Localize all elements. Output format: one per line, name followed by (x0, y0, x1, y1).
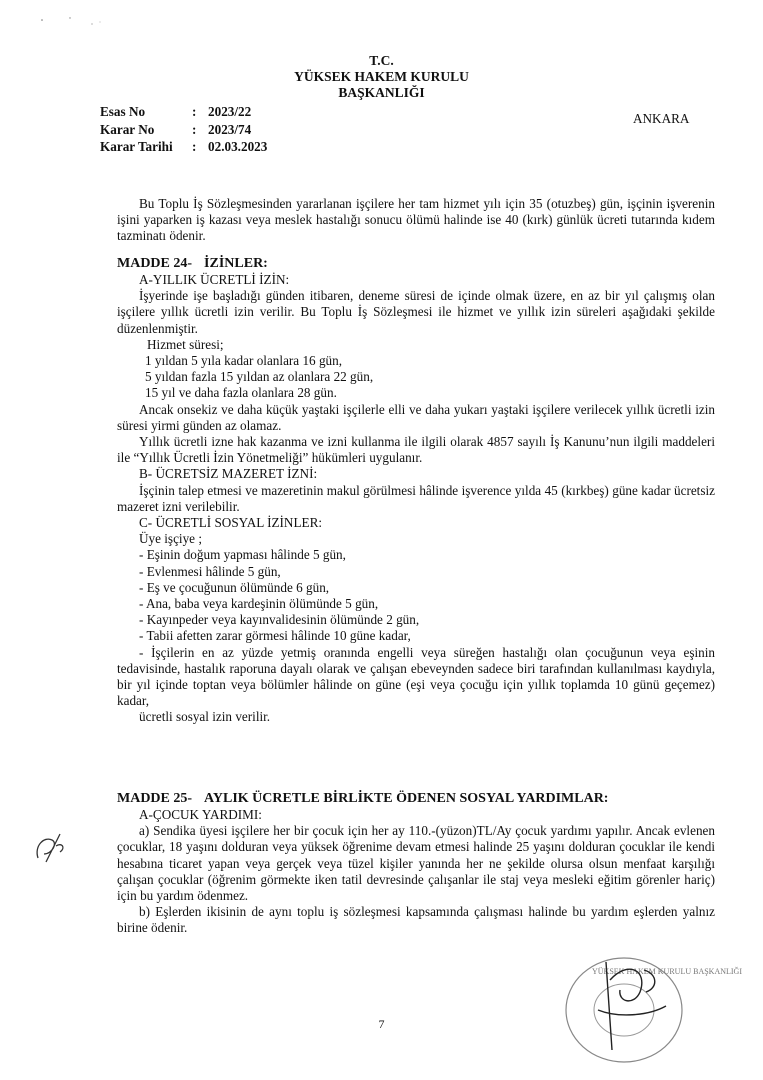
madde-25-title: AYLIK ÜCRETLE BİRLİKTE ÖDENEN SOSYAL YARDIMLAR: (204, 791, 609, 806)
page-number: 7 (378, 1017, 385, 1031)
madde-25-heading (117, 790, 715, 807)
list-item: - Tabii afetten zarar görmesi hâlinde 10 güne kadar, (139, 628, 411, 644)
madde-25-section (117, 790, 715, 937)
list-item: - Kayınpeder veya kayınvalidesinin ölümünde 2 gün, (139, 612, 420, 628)
madde-25-a-title: A-ÇOCUK YARDIMI: (139, 807, 262, 822)
madde-25-number: MADDE 25- (117, 791, 193, 806)
list-item: - Eş ve çocuğunun ölümünde 6 gün, (139, 579, 330, 595)
meta-label: Karar Tarihi (100, 139, 173, 154)
madde-24-b-title: B- ÜCRETSİZ MAZERET İZNİ: (139, 466, 318, 482)
madde-24-b-paragraph: İşçinin talep etmesi ve mazeretinin makul görülmesi hâlinde işverence yılda 45 (kırkbeş) güne kadar ücretsiz mazeret izni verilebilir. (117, 482, 715, 514)
meta-label: Karar No (100, 121, 155, 137)
social-leave-list (117, 547, 715, 644)
meta-label: Esas No (100, 104, 146, 119)
header-line-presidency: BAŞKANLIĞI (338, 85, 425, 100)
header-line-tc: T.C. (369, 53, 394, 68)
meta-colon: : (192, 104, 197, 119)
list-item: - Evlenmesi hâlinde 5 gün, (139, 563, 281, 579)
intro-paragraph: Bu Toplu İş Sözleşmesinden yararlanan işçilere her tam hizmet yılı için 35 (otuzbeş) gün, işçinin işverenin işini yaparken iş kazası veya meslek hastalığı sonucu ölümü halinde ise 40 (kırk) günlük ücreti tutarında kıdem tazminatı ödenir. (117, 196, 715, 244)
madde-25-a-paragraph-1: a) Sendika üyesi işçilere her bir çocuk için her ay 110.-(yüzon)TL/Ay çocuk yardımı yapılır. Ancak evlenen çocuklar, 18 yaşını dolduran veya yüksek öğrenime devam etmesi halinde 25 yaşını dolduran çocuklar ile kendi hesabına ticaret yapan veya gerçek veya tüzel kişiler yanında her ne şekilde olursa olsun menfaat karşılığı çalışan çocuklar (öğrenim görmekte iken tatil devresinde çalışanlar ile staj veya mesleki eğitim görenler hariç) için bu yardım ödenmez. (117, 823, 715, 904)
madde-24-number: MADDE 24- (117, 256, 193, 271)
madde-25-a-paragraph-2: b) Eşlerden ikisinin de aynı toplu iş sözleşmesi kapsamında çalışması halinde bu yardım eşlerden yalnız birine ödenir. (117, 904, 715, 936)
meta-row-karar-tarihi (100, 138, 267, 156)
meta-row-karar (100, 121, 267, 139)
madde-24-heading (117, 255, 715, 272)
madde-24-title: İZİNLER: (204, 256, 268, 271)
madde-24-a-title: A-YILLIK ÜCRETLİ İZİN: (139, 272, 290, 287)
scan-specks (30, 10, 120, 30)
decision-meta (100, 103, 267, 156)
seal-text: YÜKSEK HAKEM KURULU BAŞKANLIĞI (592, 967, 742, 976)
city-label: ANKARA (633, 111, 690, 126)
official-seal-icon (548, 940, 742, 1070)
madde-24-c-long-item: - İşçilerin en az yüzde yetmiş oranında engelli veya süreğen hastalığı olan çocuğunun veya eşinin tedavisinde, hastalık raporuna dayalı olarak ve çalışan ebeveynden sadece biri tarafından kullanılması kaydıyla, bir yıl içinde toptan veya bölümler hâlinde on güne (eşi veya çocuğu için yıllık toplamda 10 günü geçemez) kadar, (117, 644, 715, 709)
list-item: - Eşinin doğum yapması hâlinde 5 gün, (139, 547, 346, 563)
header-line-institution: YÜKSEK HAKEM KURULU (294, 69, 469, 84)
meta-value: 2023/22 (208, 104, 252, 119)
service-duration-list (117, 353, 715, 402)
madde-24-a-paragraph-2: Ancak onsekiz ve daha küçük yaştaki işçilerle elli ve daha yukarı yaştaki işçilere verilecek yıllık ücretli izin süresi yirmi günden az olamaz. (117, 401, 715, 433)
list-item: 1 yıldan 5 yıla kadar olanlara 16 gün, (145, 353, 343, 369)
intro-block (117, 196, 715, 245)
meta-colon: : (192, 139, 197, 154)
service-duration-label: Hizmet süresi; (147, 336, 224, 352)
meta-row-esas (100, 103, 267, 121)
meta-value: 2023/74 (208, 121, 252, 137)
list-item: 5 yıldan fazla 15 yıldan az olanlara 22 gün, (145, 369, 374, 385)
madde-24-c-label: Üye işçiye ; (139, 531, 202, 547)
list-item: - Ana, baba veya kardeşinin ölümünde 5 gün, (139, 596, 379, 612)
madde-24-a-paragraph-3: Yıllık ücretli izne hak kazanma ve izni kullanma ile ilgili olarak 4857 sayılı İş Kanunu’nun ilgili maddeleri ile “Yıllık Ücretli İzin Yönetmeliği” hükümleri uygulanır. (117, 434, 715, 466)
initials-signature-icon (30, 828, 70, 868)
meta-value: 02.03.2023 (208, 139, 268, 154)
document-header (0, 53, 763, 101)
meta-colon: : (192, 121, 197, 137)
madde-24-c-title: C- ÜCRETLİ SOSYAL İZİNLER: (139, 515, 323, 531)
madde-24-section (117, 255, 715, 726)
madde-24-c-end: ücretli sosyal izin verilir. (139, 709, 271, 725)
list-item: 15 yıl ve daha fazla olanlara 28 gün. (145, 385, 337, 401)
madde-24-a-paragraph-1: İşyerinde işe başladığı günden itibaren, deneme süresi de içinde olmak üzere, en az bir yıl çalışmış olan işçilere yıllık ücretli izin verilir. Bu Toplu İş Sözleşmesi ile hizmet ve yıllık izin süreleri aşağıdaki şekilde düzenlenmiştir. (117, 288, 715, 336)
